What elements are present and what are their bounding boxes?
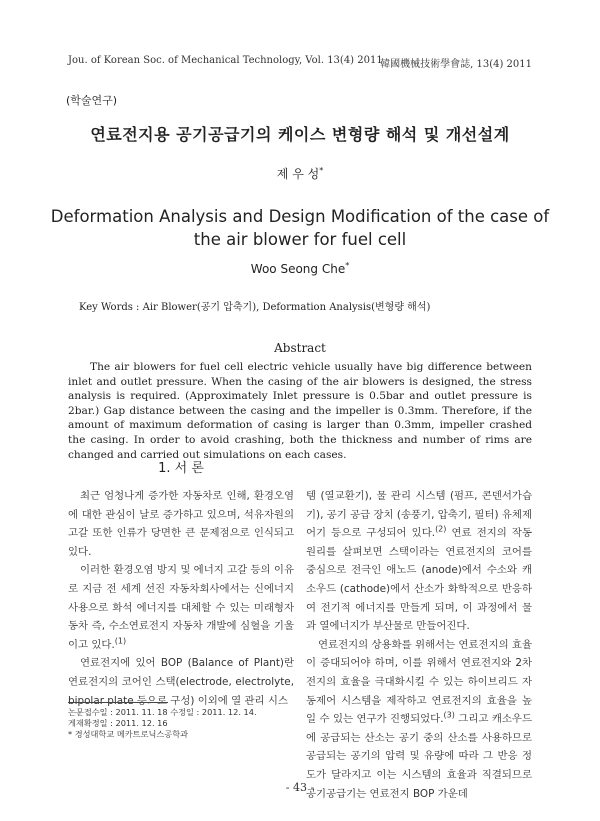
paragraph-text: 연료전지의 상용화를 위해서는 연료전지의 효율이 증대되어야 하며, 이를 위해서 연료전지와 2차 전지의 효율을 극대화시킬 수 있는 하이브리드 자동제어 시스템을 제작하고 연료전지의 효율을 높일 수 있는 연구가 진행되었다. [306,638,532,726]
author-affiliation: * 경성대학교 메카트로닉스공학과 [68,729,189,740]
citation: (2) [435,524,447,534]
keywords: Key Words : Air Blower(공기 압축기), Deformation Analysis(변형량 해석) [79,302,431,313]
footnotes [68,707,257,741]
left-column [68,487,294,710]
author-name-english: Woo Seong Che [250,262,346,276]
journal-header-english: Jou. of Korean Soc. of Mechanical Technology, Vol. 13(4) 2011 [68,55,383,66]
footnote-rule [68,702,168,703]
author-mark-english: * [345,261,350,270]
paragraph-text: 이러한 환경오염 방지 및 에너지 고갈 등의 이유로 지금 전 세계 선진 자동차회사에서는 신에너지 사용으로 화석 에너지를 대체할 수 있는 미래형자동차 즉, 수소연료전지 자동차 개발에 심혈을 기울이고 있다. [68,564,294,651]
author-english [0,262,600,276]
page-number: - 43 - [285,781,315,794]
abstract-text: The air blowers for fuel cell electric vehicle usually have big difference between inlet and outlet pressure. When the casing of the air blowers is designed, the stress analysis is required. (Approximately Inlet pressure is 0.5bar and outlet pressure is 2bar.) Gap distance between the casing and the impeller is 0.3mm. Therefore, if the amount of maximum deformation of casing is larger than 0.3mm, impeller crashed the casing. In order to avoid crashing, both the thickness and number of rims are changed and carried out simulations on each cases. [68,361,532,461]
right-column [306,487,532,803]
section-heading-introduction: 1. 서 론 [158,461,204,476]
journal-header-korean: 韓國機械技術學會誌, 13(4) 2011 [380,59,532,70]
author-name-korean: 제 우 성 [276,167,320,181]
paper-title-korean: 연료전지용 공기공급기의 케이스 변형량 해석 및 개선설계 [90,125,510,144]
title-line-1: Deformation Analysis and Design Modification of the case of [50,207,550,226]
paragraph-text: 템 (열교환기), 물 관리 시스템 (펌프, 콘덴서가습기), 공기 공급 장치 (송풍기, 압축기, 필터) 유체제어기 등으로 구성되어 있다. [306,490,532,540]
article-category: (학술연구) [66,94,118,107]
paragraph [68,561,294,654]
citation: (1) [114,636,127,646]
paragraph [306,487,532,636]
author-korean [0,165,600,182]
paragraph [306,636,532,803]
paragraph-text: 연료 전지의 작동 원리를 살펴보면 스택이라는 연료전지의 코어를 중심으로 전극인 애노드 (anode)에서 수소와 캐소우드 (cathode)에서 산소가 화학적으로 반응하여 전기적 에너지를 만들게 되며, 이 과정에서 물과 열에너지가 부산물로 만들어진다. [306,527,533,633]
paragraph: 연료전지에 있어 BOP (Balance of Plant)란 연료전지의 코어인 스택(electrode, electrolyte, bipolar plate 등으로 구성) 이외에 열 관리 시스 [68,657,294,707]
author-mark: * [319,166,324,175]
received-date: 논문접수일 : 2011. 11. 18 수정일 : 2011. 12. 14. [68,707,257,717]
title-line-2: the air blower for fuel cell [193,230,407,249]
abstract-heading: Abstract [274,341,326,355]
accepted-date: 게재확정일 : 2011. 12. 16 [68,718,168,729]
paper-title-english [0,205,600,251]
paragraph-text: 그리고 캐소우드에 공급되는 산소는 공기 중의 산소를 사용하므로 공급되는 공기의 압력 및 유량에 따라 그 반응 정도가 달라지고 이는 시스템의 효율과 직결되므로 공기공급기는 연료전지 BOP 가운데 [306,713,532,800]
paragraph: 최근 엄청나게 증가한 자동차로 인해, 환경오염에 대한 관심이 날로 증가하고 있으며, 석유자원의 고갈 또한 인류가 당면한 큰 문제점으로 인식되고 있다. [68,490,294,558]
citation: (3) [443,710,455,720]
